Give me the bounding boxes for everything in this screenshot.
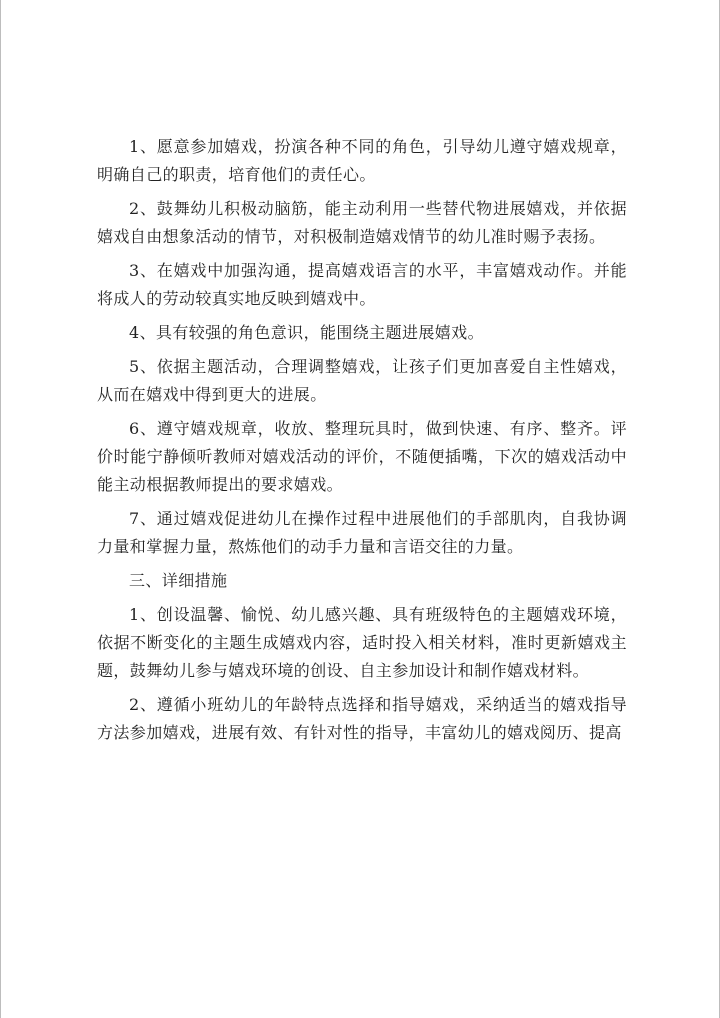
goal-paragraph-4: 4、具有较强的角色意识，能围绕主题进展嬉戏。 [129, 323, 484, 342]
page-border-left [0, 0, 1, 1018]
goal-paragraph-5: 5、依据主题活动，合理调整嬉戏，让孩子们更加喜爱自主性嬉戏，从而在嬉戏中得到更大的进展。 [97, 357, 627, 404]
goal-paragraph-3: 3、在嬉戏中加强沟通，提高嬉戏语言的水平，丰富嬉戏动作。并能将成人的劳动较真实地反映到嬉戏中。 [97, 261, 627, 308]
document-body [97, 133, 627, 753]
goal-paragraph-7: 7、通过嬉戏促进幼儿在操作过程中进展他们的手部肌肉，自我协调力量和掌握力量，熬炼他们的动手力量和言语交往的力量。 [97, 509, 627, 556]
section-heading: 三、详细措施 [129, 571, 228, 590]
measure-paragraph-1: 1、创设温馨、愉悦、幼儿感兴趣、具有班级特色的主题嬉戏环境，依据不断变化的主题生成嬉戏内容，适时投入相关材料，准时更新嬉戏主题，鼓舞幼儿参与嬉戏环境的创设、自主参加设计和制作嬉戏材料。 [97, 605, 627, 680]
measure-paragraph-2: 2、遵循小班幼儿的年龄特点选择和指导嬉戏，采纳适当的嬉戏指导方法参加嬉戏，进展有效、有针对性的指导，丰富幼儿的嬉戏阅历、提高 [97, 695, 627, 742]
goal-paragraph-1: 1、愿意参加嬉戏，扮演各种不同的角色，引导幼儿遵守嬉戏规章，明确自己的职责，培育他们的责任心。 [97, 137, 627, 184]
goal-paragraph-6: 6、遵守嬉戏规章，收放、整理玩具时，做到快速、有序、整齐。评价时能宁静倾听教师对嬉戏活动的评价，不随便插嘴，下次的嬉戏活动中能主动根据教师提出的要求嬉戏。 [97, 419, 627, 494]
goal-paragraph-2: 2、鼓舞幼儿积极动脑筋，能主动利用一些替代物进展嬉戏，并依据嬉戏自由想象活动的情节，对积极制造嬉戏情节的幼儿准时赐予表扬。 [97, 199, 627, 246]
